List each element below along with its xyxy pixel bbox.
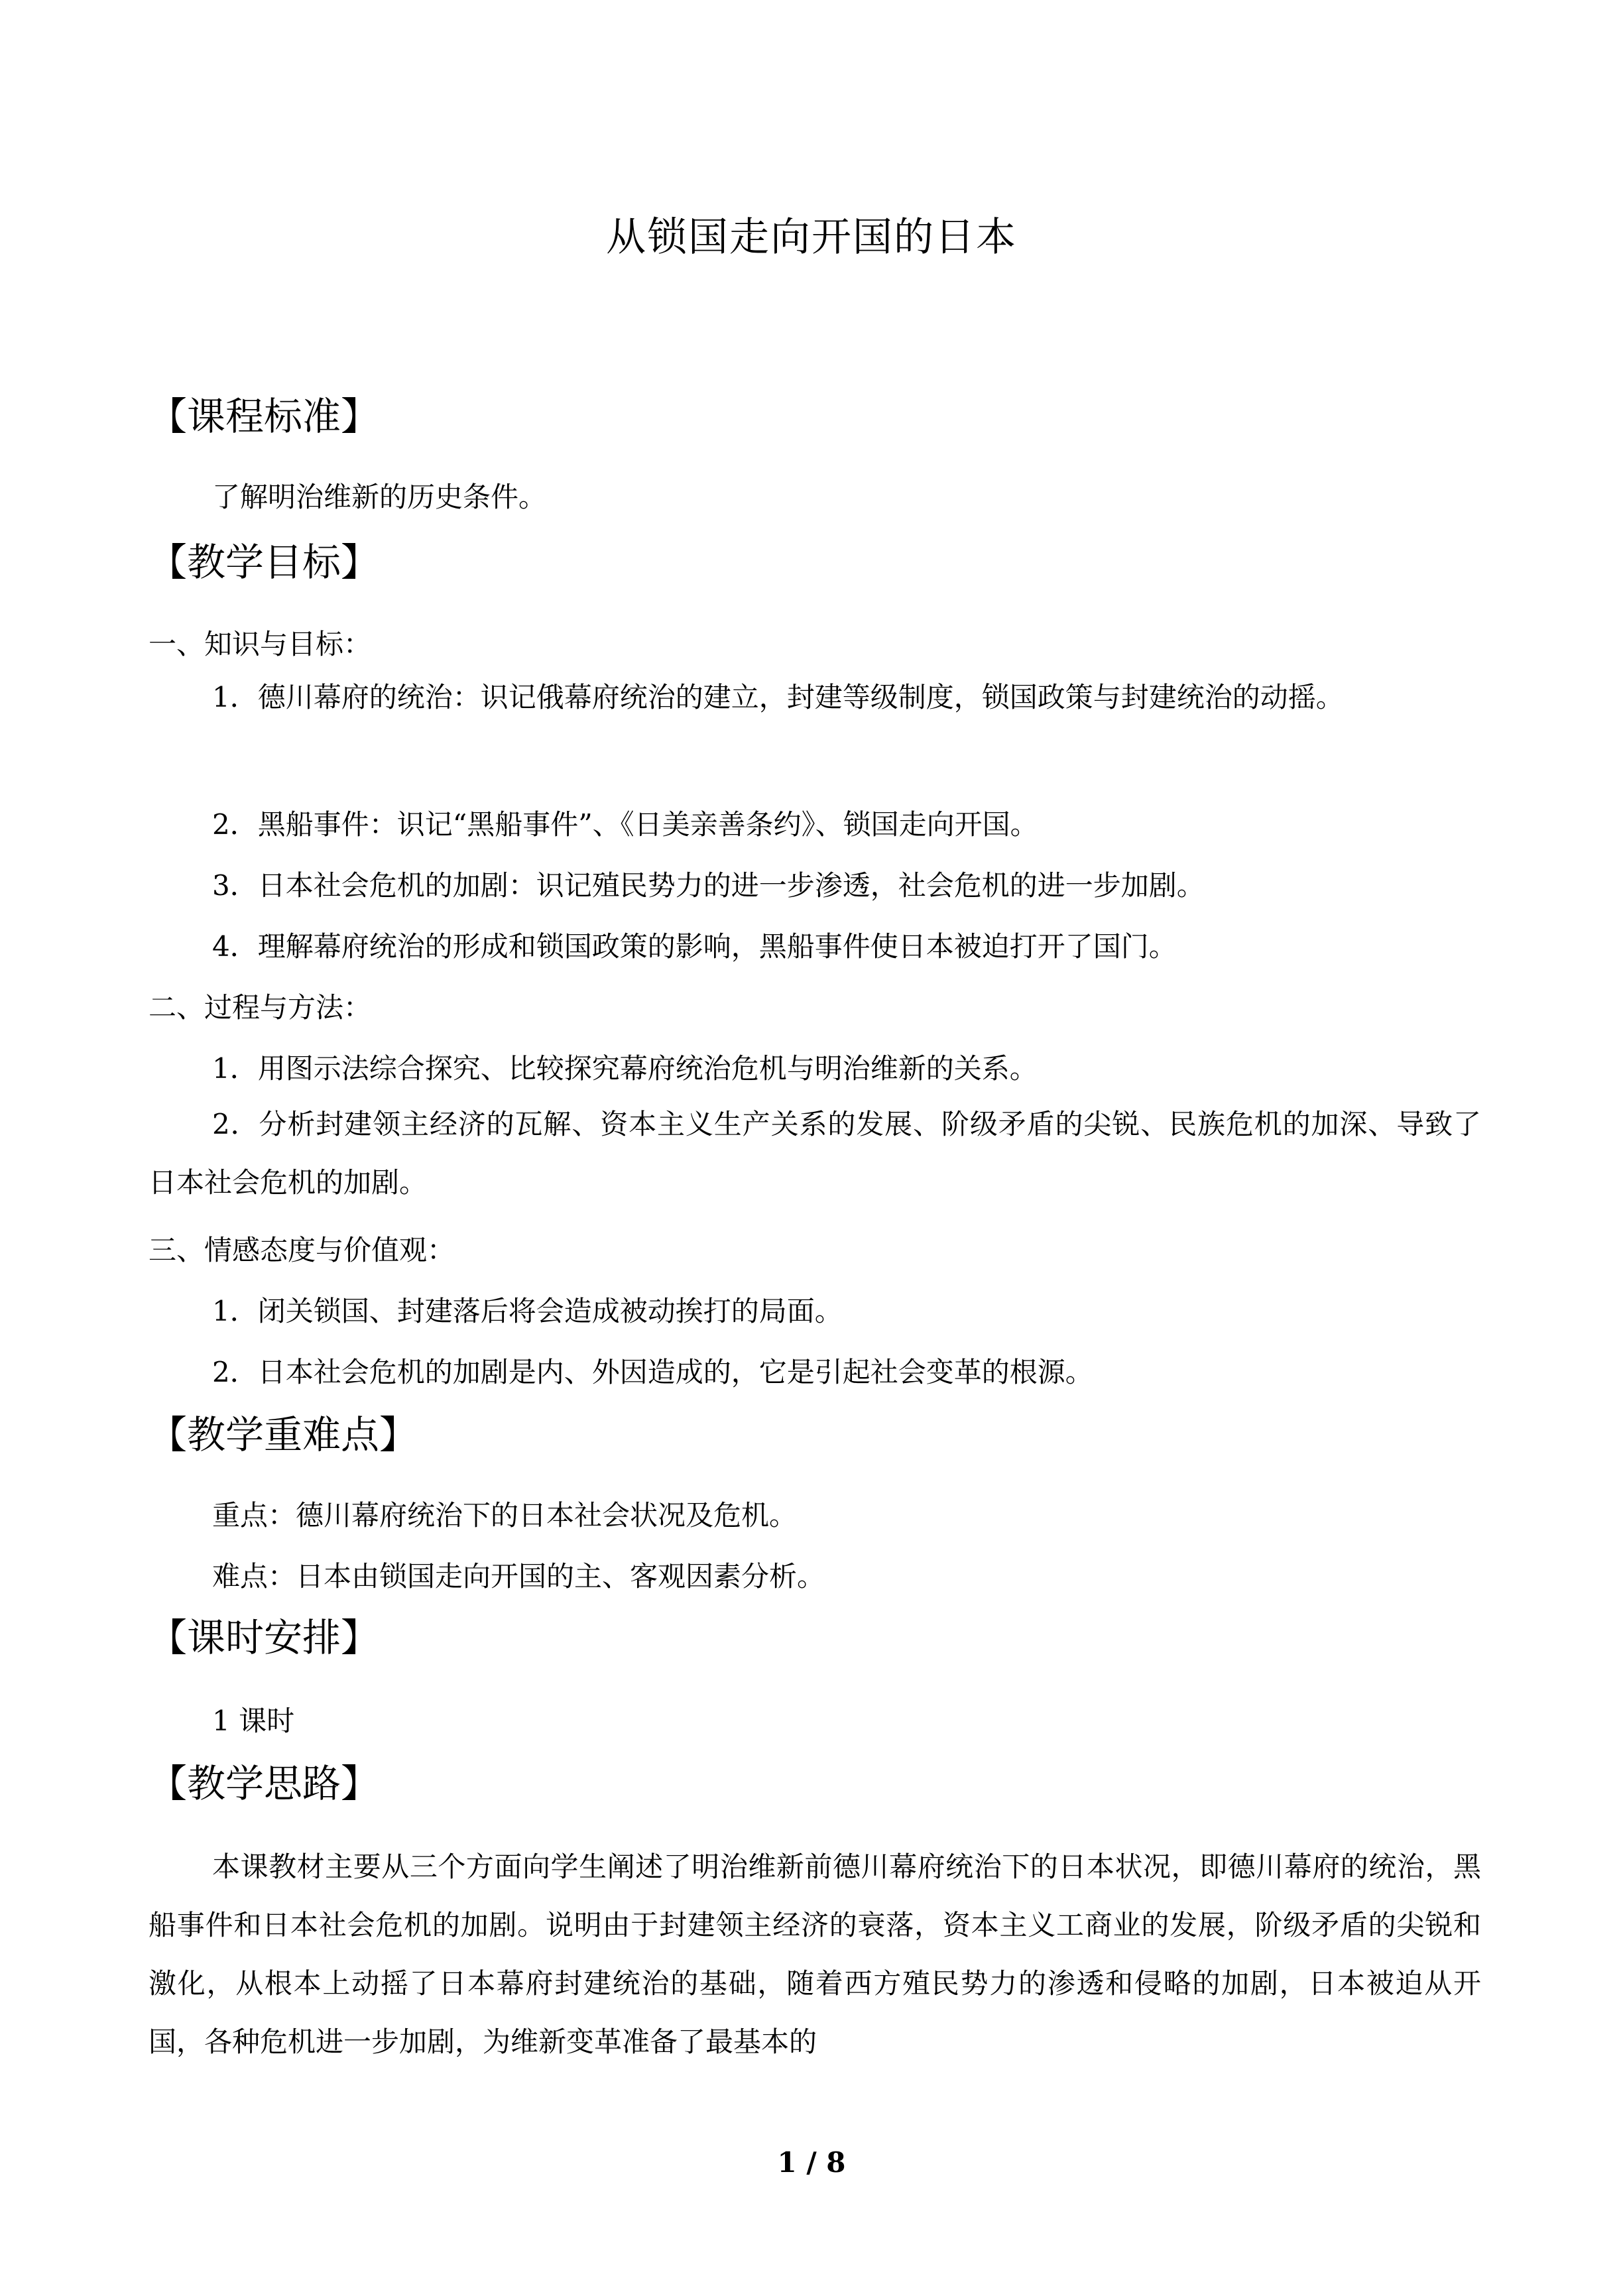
- heading-schedule: 【课时安排】: [149, 1615, 380, 1660]
- page-title: 从锁国走向开国的日本: [606, 214, 1017, 261]
- knowledge-item-4: 4．理解幕府统治的形成和锁国政策的影响，黑船事件使日本被迫打开了国门。: [212, 930, 1177, 963]
- heading-course-standard: 【课程标准】: [149, 394, 380, 439]
- approach-paragraph: 本课教材主要从三个方面向学生阐述了明治维新前德川幕府统治下的日本状况，即德川幕府的统治，黑船事件和日本社会危机的加剧。说明由于封建领主经济的衰落，资本主义工商业的发展，阶级矛盾的尖锐和激化，从根本上动摇了日本幕府封建统治的基础，随着西方殖民势力的渗透和侵略的加剧，日本被迫从开国，各种危机进一步加剧，为维新变革准备了最基本的: [149, 1850, 1481, 2058]
- attitude-label: 三、情感态度与价值观：: [149, 1234, 455, 1266]
- heading-key-points: 【教学重难点】: [149, 1412, 418, 1457]
- process-item-1: 1．用图示法综合探究、比较探究幕府统治危机与明治维新的关系。: [212, 1052, 1038, 1085]
- knowledge-label: 一、知识与目标：: [149, 628, 372, 660]
- page-number: 1 / 8: [777, 2146, 846, 2179]
- knowledge-item-1: 1．德川幕府的统治：识记俄幕府统治的建立，封建等级制度，锁国政策与封建统治的动摇。: [212, 681, 1344, 713]
- schedule-text: 1 课时: [212, 1705, 295, 1737]
- heading-approach: 【教学思路】: [149, 1761, 380, 1806]
- attitude-item-1: 1．闭关锁国、封建落后将会造成被动挨打的局面。: [212, 1295, 843, 1327]
- course-standard-text: 了解明治维新的历史条件。: [212, 481, 547, 513]
- process-item-2: 2．分析封建领主经济的瓦解、资本主义生产关系的发展、阶级矛盾的尖锐、民族危机的加深、导致了日本社会危机的加剧。: [149, 1108, 1481, 1199]
- heading-teaching-goals: 【教学目标】: [149, 540, 380, 585]
- knowledge-item-2: 2．黑船事件：识记“黑船事件”、《日美亲善条约》、锁国走向开国。: [212, 808, 1038, 841]
- knowledge-item-3: 3．日本社会危机的加剧：识记殖民势力的进一步渗透，社会危机的进一步加剧。: [212, 869, 1205, 902]
- attitude-item-2: 2．日本社会危机的加剧是内、外因造成的，它是引起社会变革的根源。: [212, 1356, 1093, 1388]
- difficult-point-text: 难点：日本由锁国走向开国的主、客观因素分析。: [212, 1560, 825, 1593]
- key-point-text: 重点：德川幕府统治下的日本社会状况及危机。: [212, 1499, 798, 1532]
- process-label: 二、过程与方法：: [149, 991, 372, 1024]
